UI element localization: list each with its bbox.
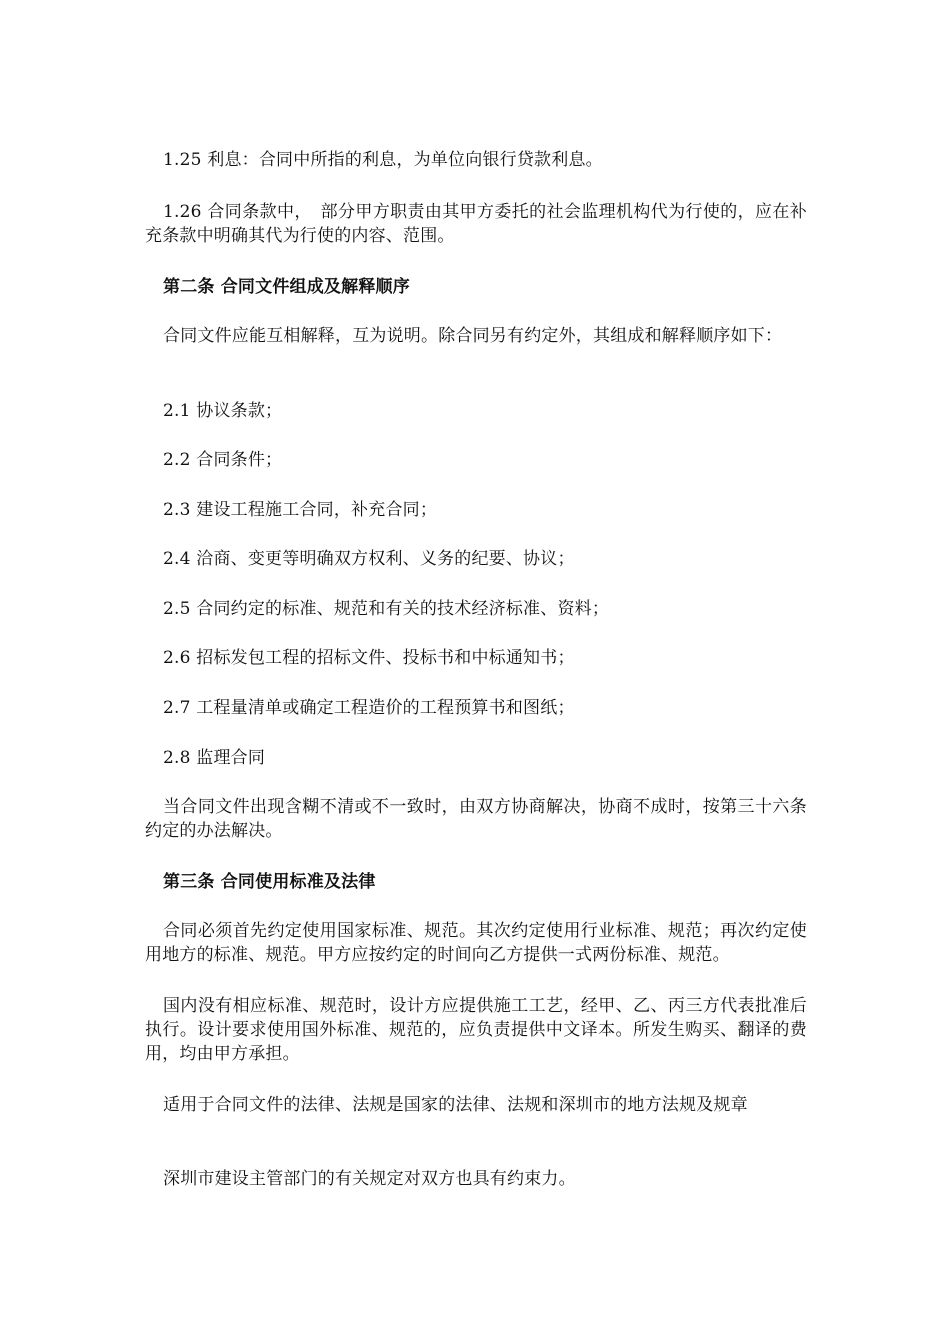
- clause-2-3: 2.3 建设工程施工合同，补充合同；: [163, 500, 438, 520]
- article-3-applicable-law: 适用于合同文件的法律、法规是国家的法律、法规和深圳市的地方法规及规章: [163, 1095, 748, 1115]
- clause-2-2: 2.2 合同条件；: [163, 450, 283, 470]
- article-2-conflict-resolution: 当合同文件出现含糊不清或不一致时，由双方协商解决，协商不成时，按第三十六条约定的办法解决。: [145, 797, 807, 841]
- article-2-heading: 第二条 合同文件组成及解释顺序: [163, 277, 410, 297]
- article-3-local-rules: 深圳市建设主管部门的有关规定对双方也具有约束力。: [163, 1169, 576, 1189]
- clause-1-26: 1.26 合同条款中， 部分甲方职责由其甲方委托的社会监理机构代为行使的，应在补充条款中明确其代为行使的内容、范围。: [145, 202, 807, 246]
- clause-2-6: 2.6 招标发包工程的招标文件、投标书和中标通知书；: [163, 648, 575, 668]
- clause-2-4: 2.4 洽商、变更等明确双方权利、义务的纪要、协议；: [163, 549, 575, 569]
- clause-2-8: 2.8 监理合同: [163, 748, 266, 768]
- article-2-intro: 合同文件应能互相解释，互为说明。除合同另有约定外，其组成和解释顺序如下：: [163, 326, 783, 346]
- clause-1-25: 1.25 利息：合同中所指的利息，为单位向银行贷款利息。: [163, 150, 603, 170]
- clause-2-1: 2.1 协议条款；: [163, 401, 283, 421]
- clause-2-7: 2.7 工程量清单或确定工程造价的工程预算书和图纸；: [163, 698, 575, 718]
- article-3-standards: 合同必须首先约定使用国家标准、规范。其次约定使用行业标准、规范；再次约定使用地方的标准、规范。甲方应按约定的时间向乙方提供一式两份标准、规范。: [145, 921, 807, 965]
- clause-2-5: 2.5 合同约定的标准、规范和有关的技术经济标准、资料；: [163, 599, 610, 619]
- article-3-heading: 第三条 合同使用标准及法律: [163, 872, 376, 892]
- article-3-foreign-standards: 国内没有相应标准、规范时，设计方应提供施工工艺，经甲、乙、丙三方代表批准后执行。设计要求使用国外标准、规范的，应负责提供中文译本。所发生购买、翻译的费用，均由甲方承担。: [145, 996, 807, 1064]
